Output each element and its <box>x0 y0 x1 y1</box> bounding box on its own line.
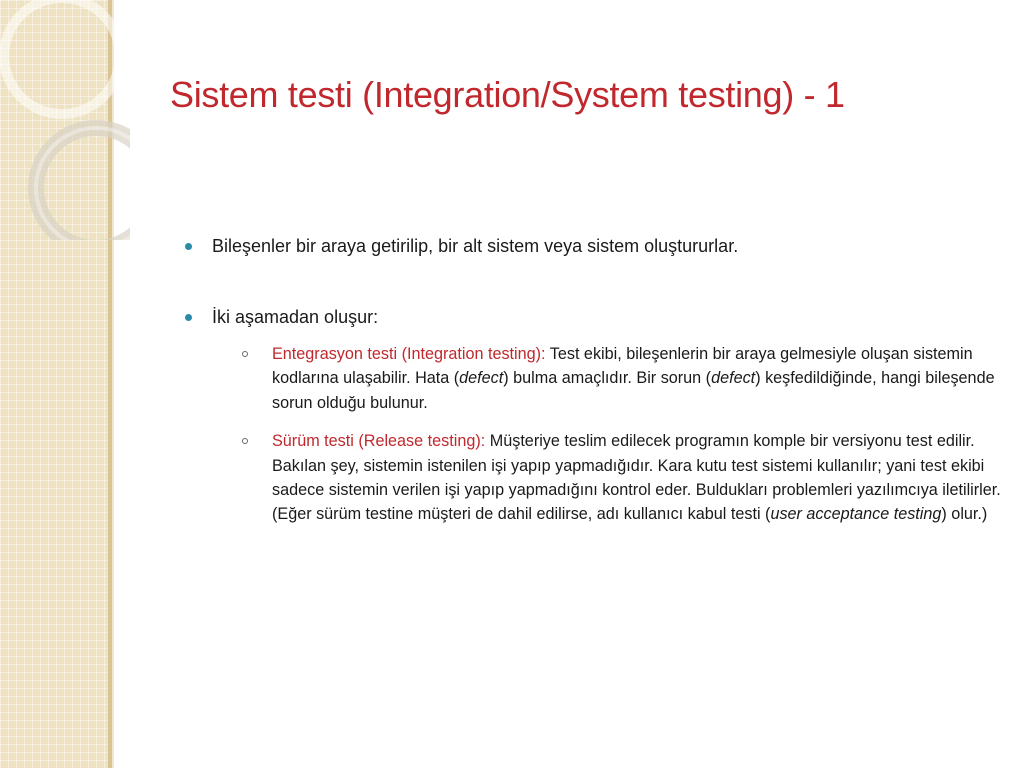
bullet-dot-icon <box>185 243 192 250</box>
sub-bullet-text: Test ekibi, bileşenlerin bir araya gelmesiyle oluşan sistemin kodlarına ulaşabilir. Hata ( <box>272 345 973 388</box>
bullet-text: Bileşenler bir araya getirilip, bir alt sistem veya sistem oluştururlar. <box>212 236 739 256</box>
sub-bullet-ring-icon <box>242 438 248 444</box>
sub-bullet-text: ) keşfedildiğinde, hangi bileşende sorun olduğu bulunur. <box>272 369 995 412</box>
sub-bullet-list <box>212 342 1001 527</box>
sub-bullet-ring-icon <box>242 351 248 357</box>
bullet-text: İki aşamadan oluşur: <box>212 307 379 327</box>
italic-term: user acceptance testing <box>770 505 942 524</box>
sub-bullet-item <box>240 429 1020 527</box>
sub-bullet-text: Müşteriye teslim edilecek programın komple bir versiyonu test edilir. Bakılan şey, sistemin istenilen işi yapıp yapmadığıdır. Kara kutu test sistemi kullanılır; yani test ekibi sadece sistemin verilen işi yapıp yapmadığını kontrol eder. Buldukları problemleri yazılımcıya iletilirler. (Eğer sürüm testine müşteri de dahil edilirse, adı kullanıcı kabul testi ( <box>272 432 1001 524</box>
sub-bullet-item <box>240 342 1020 415</box>
sub-bullet-text: ) olur.) <box>941 505 988 524</box>
slide-title: Sistem testi (Integration/System testing) - 1 <box>170 74 845 115</box>
slide-content <box>184 234 1001 527</box>
italic-term: defect <box>459 369 504 388</box>
bullet-item <box>184 234 984 258</box>
term-label: Sürüm testi (Release testing): <box>272 432 486 451</box>
bullet-dot-icon <box>185 314 192 321</box>
term-label: Entegrasyon testi (Integration testing): <box>272 345 546 363</box>
decorative-rings <box>0 0 130 240</box>
sub-bullet-text: ) bulma amaçlıdır. Bir sorun ( <box>503 369 712 388</box>
bullet-item <box>184 305 1001 527</box>
italic-term: defect <box>711 369 756 388</box>
